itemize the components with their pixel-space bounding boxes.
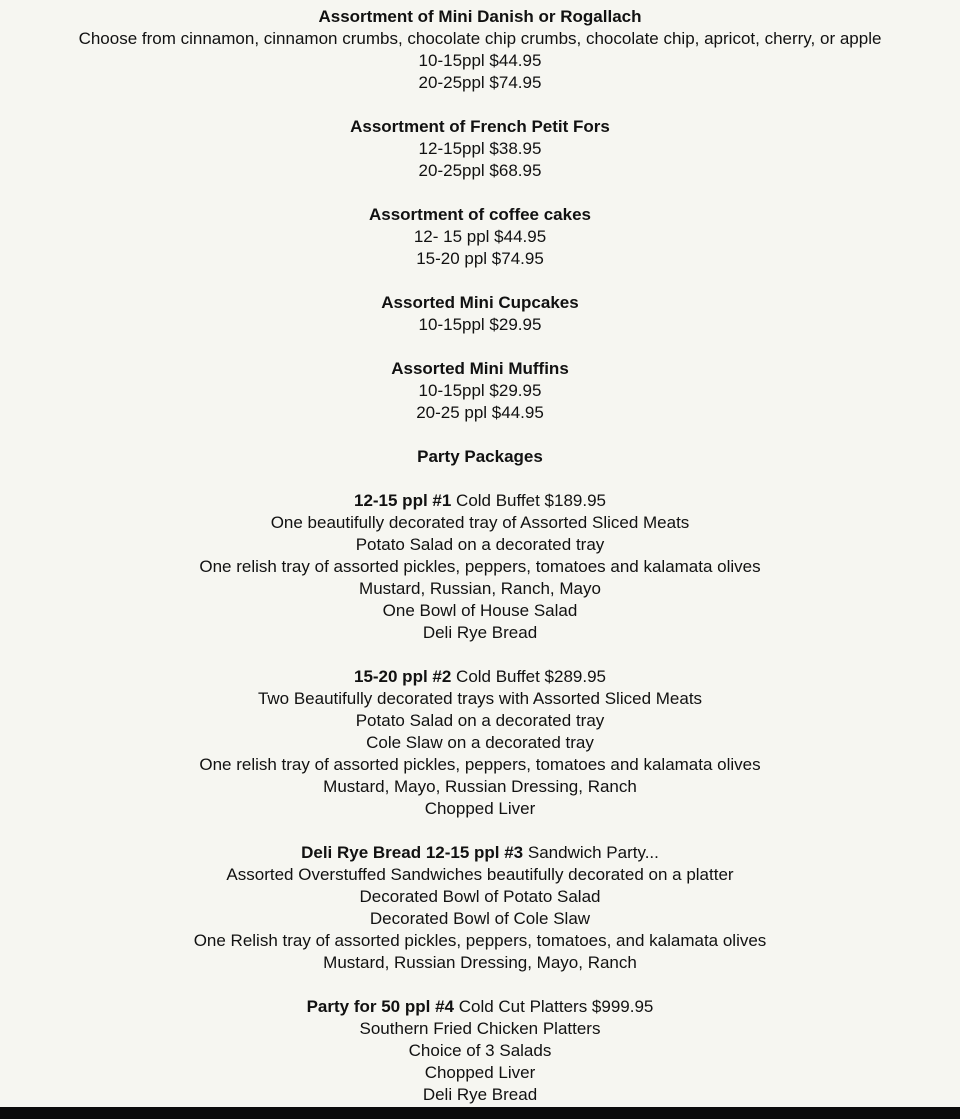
muffins-price-2: 20-25 ppl $44.95 (416, 403, 544, 422)
package-2-item: Mustard, Mayo, Russian Dressing, Ranch (323, 777, 637, 796)
package-2-item: Cole Slaw on a decorated tray (366, 733, 594, 752)
package-1-heading-rest: Cold Buffet $189.95 (451, 491, 607, 510)
danish-price-2: 20-25ppl $74.95 (418, 73, 542, 92)
petit-fors-price-1: 12-15ppl $38.95 (418, 139, 542, 158)
spacer (0, 94, 960, 116)
package-3-heading (0, 842, 960, 864)
danish-title: Assortment of Mini Danish or Rogallach (318, 7, 642, 26)
muffins-price-1: 10-15ppl $29.95 (418, 381, 542, 400)
package-1-heading (0, 490, 960, 512)
package-3-item: Mustard, Russian Dressing, Mayo, Ranch (323, 953, 637, 972)
spacer (0, 424, 960, 446)
spacer (0, 644, 960, 666)
package-4-heading-rest: Cold Cut Platters $999.95 (453, 997, 654, 1016)
party-packages-title: Party Packages (417, 447, 543, 466)
spacer (0, 182, 960, 204)
coffee-cakes-price-1: 12- 15 ppl $44.95 (413, 227, 547, 246)
package-1-heading-bold: 12-15 ppl #1 (353, 491, 452, 510)
package-1-item: One Bowl of House Salad (382, 601, 578, 620)
package-3-item: Decorated Bowl of Cole Slaw (369, 909, 591, 928)
package-2-heading-bold: 15-20 ppl #2 (353, 667, 452, 686)
package-1-item: Deli Rye Bread (422, 623, 538, 642)
coffee-cakes-price-2: 15-20 ppl $74.95 (416, 249, 544, 268)
package-3-item: One Relish tray of assorted pickles, peppers, tomatoes, and kalamata olives (193, 931, 767, 950)
package-3-heading-rest: Sandwich Party... (523, 843, 659, 862)
danish-price-1: 10-15ppl $44.95 (418, 51, 542, 70)
cupcakes-title: Assorted Mini Cupcakes (381, 293, 579, 312)
package-4-item: Chopped Liver (424, 1063, 536, 1082)
package-1-item: One relish tray of assorted pickles, peppers, tomatoes and kalamata olives (199, 557, 761, 576)
spacer (0, 820, 960, 842)
package-2-item: One relish tray of assorted pickles, peppers, tomatoes and kalamata olives (199, 755, 761, 774)
bottom-bar (0, 1107, 960, 1119)
danish-description: Choose from cinnamon, cinnamon crumbs, chocolate chip crumbs, chocolate chip, apricot, cherry, or apple (78, 29, 882, 48)
spacer (0, 974, 960, 996)
package-3-item: Assorted Overstuffed Sandwiches beautifully decorated on a platter (226, 865, 734, 884)
package-1-item: Mustard, Russian, Ranch, Mayo (359, 579, 601, 598)
spacer (0, 468, 960, 490)
coffee-cakes-title: Assortment of coffee cakes (368, 205, 592, 224)
package-2-heading (0, 666, 960, 688)
petit-fors-price-2: 20-25ppl $68.95 (418, 161, 542, 180)
package-2-item: Potato Salad on a decorated tray (355, 711, 605, 730)
package-1-item: Potato Salad on a decorated tray (355, 535, 605, 554)
spacer (0, 336, 960, 358)
package-4-item: Southern Fried Chicken Platters (359, 1019, 601, 1038)
menu-content (0, 6, 960, 1106)
package-3-item: Decorated Bowl of Potato Salad (359, 887, 601, 906)
muffins-title: Assorted Mini Muffins (391, 359, 569, 378)
package-4-heading-bold: Party for 50 ppl #4 (306, 997, 454, 1016)
spacer (0, 270, 960, 292)
package-4-heading (0, 996, 960, 1018)
petit-fors-title: Assortment of French Petit Fors (350, 117, 610, 136)
package-2-item: Two Beautifully decorated trays with Assorted Sliced Meats (257, 689, 703, 708)
cupcakes-price-1: 10-15ppl $29.95 (418, 315, 542, 334)
package-2-heading-rest: Cold Buffet $289.95 (451, 667, 607, 686)
package-4-item: Choice of 3 Salads (408, 1041, 552, 1060)
package-2-item: Chopped Liver (424, 799, 536, 818)
package-4-item: Deli Rye Bread (422, 1085, 538, 1104)
package-1-item: One beautifully decorated tray of Assorted Sliced Meats (270, 513, 690, 532)
package-3-heading-bold: Deli Rye Bread 12-15 ppl #3 (301, 843, 524, 862)
